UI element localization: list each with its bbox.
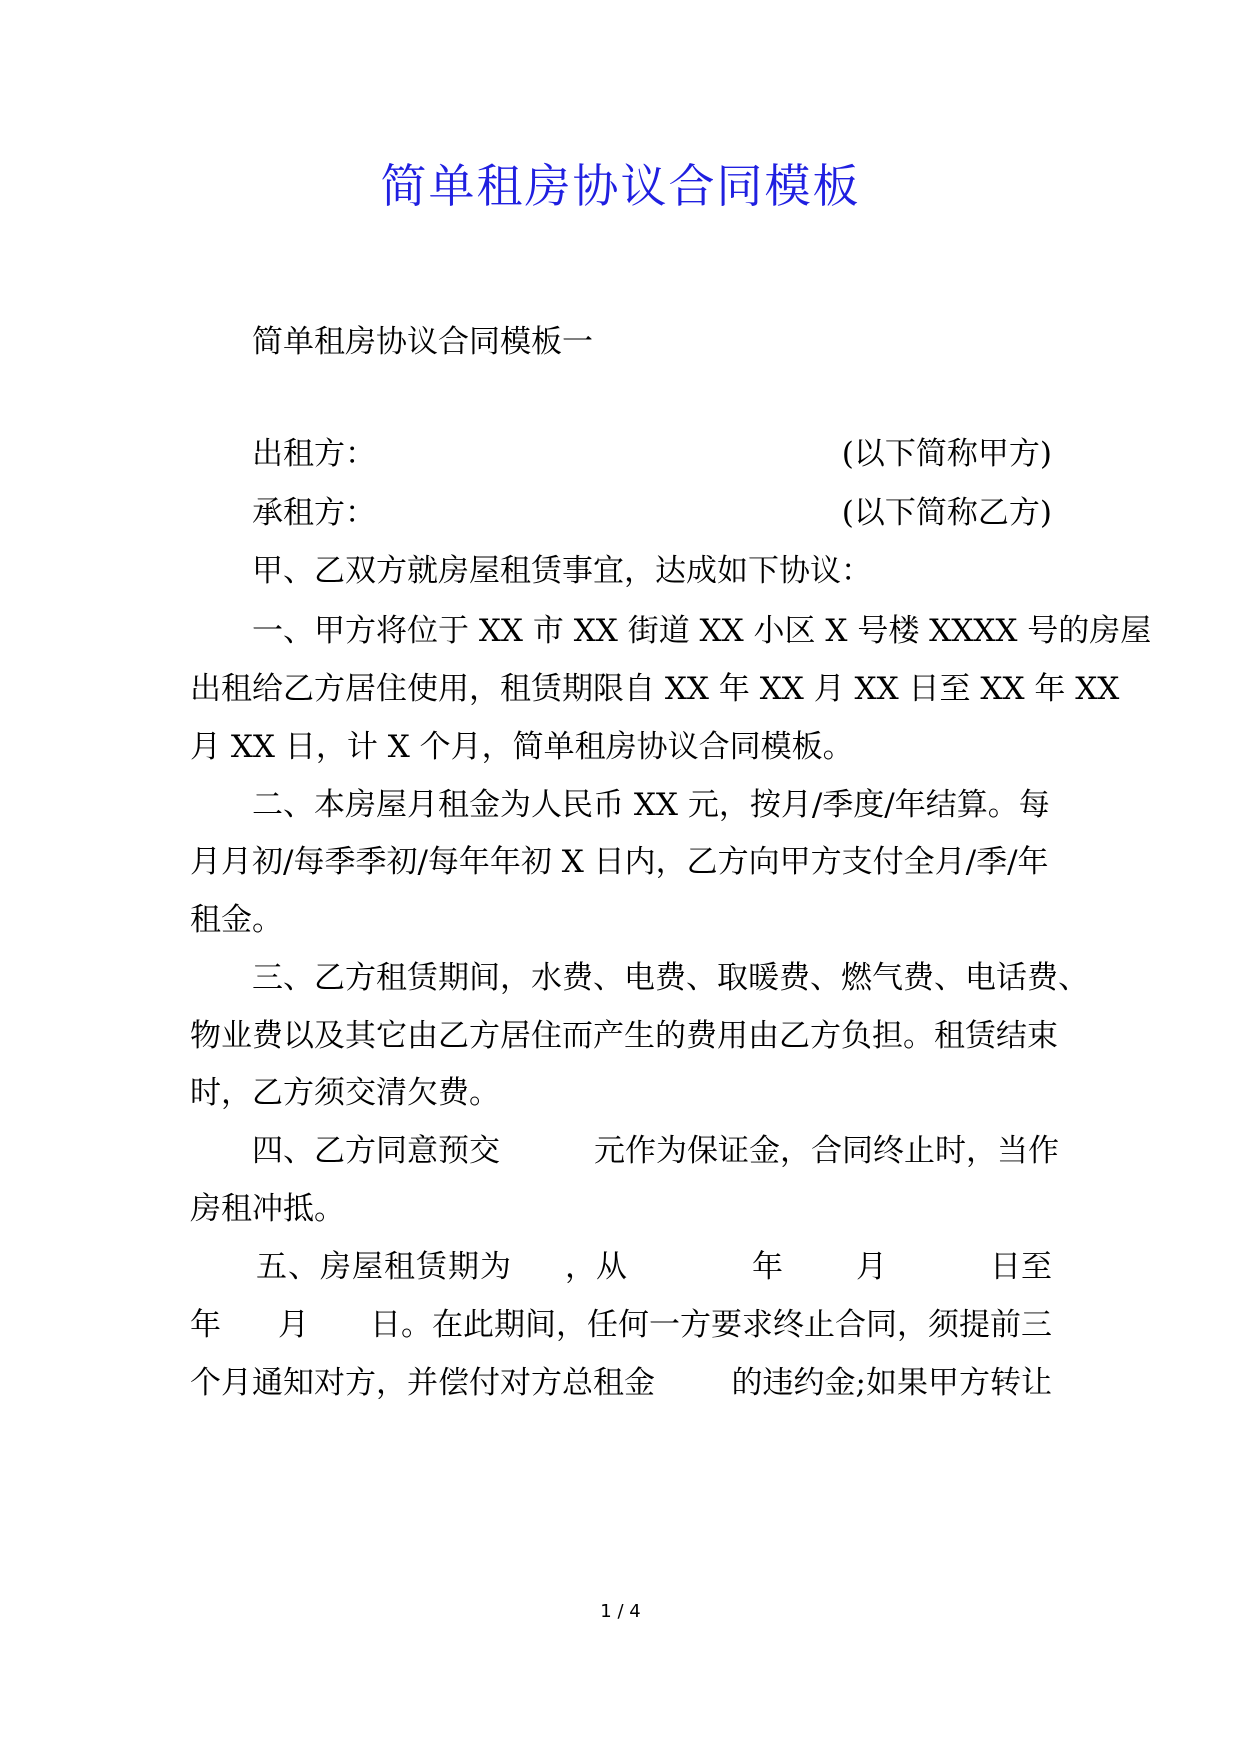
- page-number: 1 / 4: [600, 1601, 641, 1622]
- lessor-label: 出租方：: [252, 436, 376, 472]
- clause5-part2: ，从: [565, 1249, 627, 1285]
- document-title: 简单租房协议合同模板: [380, 159, 861, 213]
- clause1-line3: 月 XX 日，计 X 个月，简单租房协议合同模板。: [190, 729, 854, 765]
- clause5-line3-part1: 个月通知对方，并偿付对方总租金: [190, 1365, 655, 1401]
- clause1-line2: 出租给乙方居住使用，租赁期限自 XX 年 XX 月 XX 日至 XX 年 XX: [190, 671, 1120, 707]
- clause2-line3: 租金。: [190, 902, 283, 938]
- clause5-year2: 年: [190, 1307, 221, 1343]
- clause2-line2: 月月初/每季季初/每年年初 X 日内，乙方向甲方支付全月/季/年: [190, 844, 1049, 880]
- lessee-note: (以下简称乙方): [841, 495, 1052, 531]
- clause5-day-to: 日至: [990, 1249, 1052, 1285]
- lessor-line: [252, 434, 1052, 474]
- section-heading: 简单租房协议合同模板一: [252, 324, 593, 360]
- lessee-label: 承租方：: [252, 495, 376, 531]
- clause4-line2: 房租冲抵。: [190, 1191, 345, 1227]
- clause5-line3-part2: 的违约金;如果甲方转让: [731, 1365, 1052, 1401]
- clause5-year: 年: [752, 1249, 783, 1285]
- intro-paragraph: 甲、乙双方就房屋租赁事宜，达成如下协议：: [252, 553, 872, 589]
- lessee-line: [252, 493, 1052, 533]
- clause5-month: 月: [856, 1249, 887, 1285]
- lessor-note: (以下简称甲方): [841, 436, 1052, 472]
- clause5-part1: 五、房屋租赁期为: [256, 1249, 512, 1285]
- clause4-line1: [252, 1131, 1059, 1171]
- clause3-line3: 时，乙方须交清欠费。: [190, 1075, 500, 1111]
- clause1-line1: 一、甲方将位于 XX 市 XX 街道 XX 小区 X 号楼 XXXX 号的房屋: [252, 613, 1152, 649]
- clause4-part2: 元作为保证金，合同终止时，当作: [594, 1133, 1059, 1169]
- clause5-month2: 月: [278, 1307, 309, 1343]
- clause3-line1: 三、乙方租赁期间，水费、电费、取暖费、燃气费、电话费、: [252, 960, 1089, 996]
- clause5-rest: 日。在此期间，任何一方要求终止合同，须提前三: [370, 1307, 1052, 1343]
- clause2-line1: 二、本房屋月租金为人民币 XX 元，按月/季度/年结算。每: [252, 787, 1050, 823]
- clause3-line2: 物业费以及其它由乙方居住而产生的费用由乙方负担。租赁结束: [190, 1018, 1058, 1054]
- clause4-part1: 四、乙方同意预交: [252, 1133, 500, 1169]
